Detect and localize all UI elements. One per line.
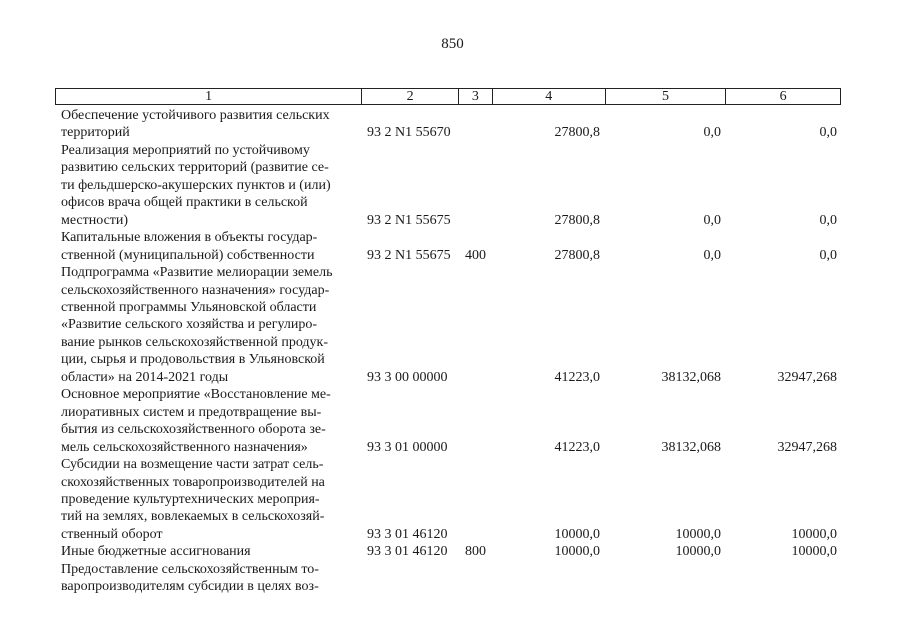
row-type: 800 [465, 544, 486, 560]
row-value-2019: 41223,0 [554, 439, 600, 455]
row-name: Иные бюджетные ассигнования [61, 544, 251, 560]
row-name: Капитальные вложения в объекты государ- ственной (муниципальной) собственности [61, 230, 318, 263]
row-value-2020: 10000,0 [675, 526, 721, 542]
row-value-2021: 32947,268 [777, 369, 837, 385]
row-value-2021: 0,0 [819, 212, 837, 228]
header-cell-4: 4 [493, 89, 606, 104]
header-cell-3: 3 [459, 89, 493, 104]
row-name: Предоставление сельскохозяйственным то- варопроизводителям субсидии в целях воз- [61, 561, 319, 595]
table-header [55, 88, 841, 105]
table-row [61, 229, 841, 264]
row-code: 93 2 N1 55670 [367, 125, 451, 141]
row-value-2019: 27800,8 [554, 247, 600, 263]
table-row [61, 107, 841, 142]
table-row [61, 561, 841, 596]
row-value-2021: 0,0 [819, 125, 837, 141]
row-value-2019: 41223,0 [554, 369, 600, 385]
row-code: 93 2 N1 55675 [367, 247, 451, 263]
header-cell-1: 1 [56, 89, 362, 104]
row-code: 93 2 N1 55675 [367, 212, 451, 228]
row-value-2020: 38132,068 [661, 369, 721, 385]
row-type: 400 [465, 247, 486, 263]
row-code: 93 3 01 46120 [367, 526, 448, 542]
row-name: Реализация мероприятий по устойчивому развитию сельских территорий (развитие се- ти фельдшерско-акушерских пунктов и (или) офисов врача общей практики в сельской местности) [61, 142, 331, 228]
table-row [61, 456, 841, 543]
row-value-2020: 0,0 [703, 125, 721, 141]
row-name: Подпрограмма «Развитие мелиорации земель сельскохозяйственного назначения» государ- ственной программы Ульяновской области «Развитие сельского хозяйства и регулиро- вание рынков сельскохозяйственной продук- ции, сырья и продовольствия в Ульяновской области» на 2014-2021 годы [61, 265, 333, 385]
row-value-2021: 10000,0 [791, 526, 837, 542]
header-cell-6: 6 [779, 89, 787, 104]
row-value-2021: 10000,0 [791, 544, 837, 560]
row-value-2021: 32947,268 [777, 439, 837, 455]
table-row [61, 543, 841, 560]
row-code: 93 3 01 00000 [367, 439, 448, 455]
table-body [61, 107, 841, 596]
table-row [61, 142, 841, 229]
row-value-2019: 10000,0 [554, 526, 600, 542]
header-cell-2: 2 [362, 89, 459, 104]
row-code: 93 3 01 46120 [367, 544, 448, 560]
row-value-2019: 27800,8 [554, 125, 600, 141]
row-value-2019: 27800,8 [554, 212, 600, 228]
row-value-2019: 10000,0 [554, 544, 600, 560]
row-value-2020: 0,0 [703, 247, 721, 263]
row-value-2021: 0,0 [819, 247, 837, 263]
row-code: 93 3 00 00000 [367, 369, 448, 385]
table-row [61, 264, 841, 386]
table-row [61, 386, 841, 456]
row-value-2020: 38132,068 [661, 439, 721, 455]
row-value-2020: 0,0 [703, 212, 721, 228]
row-name: Основное мероприятие «Восстановление ме- лиоративных систем и предотвращение вы- бытия из сельскохозяйственного оборота зе- мель сельскохозяйственного назначения» [61, 387, 331, 455]
row-name: Субсидии на возмещение части затрат сель- скохозяйственных товаропроизводителей на проведение культуртехнических мероприя- тий на землях, вовлекаемых в сельскохозяй- ственный оборот [61, 457, 325, 542]
header-cell-5: 5 [606, 89, 727, 104]
page-number: 850 [441, 36, 464, 52]
row-name: Обеспечение устойчивого развития сельских территорий [61, 108, 330, 141]
row-value-2020: 10000,0 [675, 544, 721, 560]
